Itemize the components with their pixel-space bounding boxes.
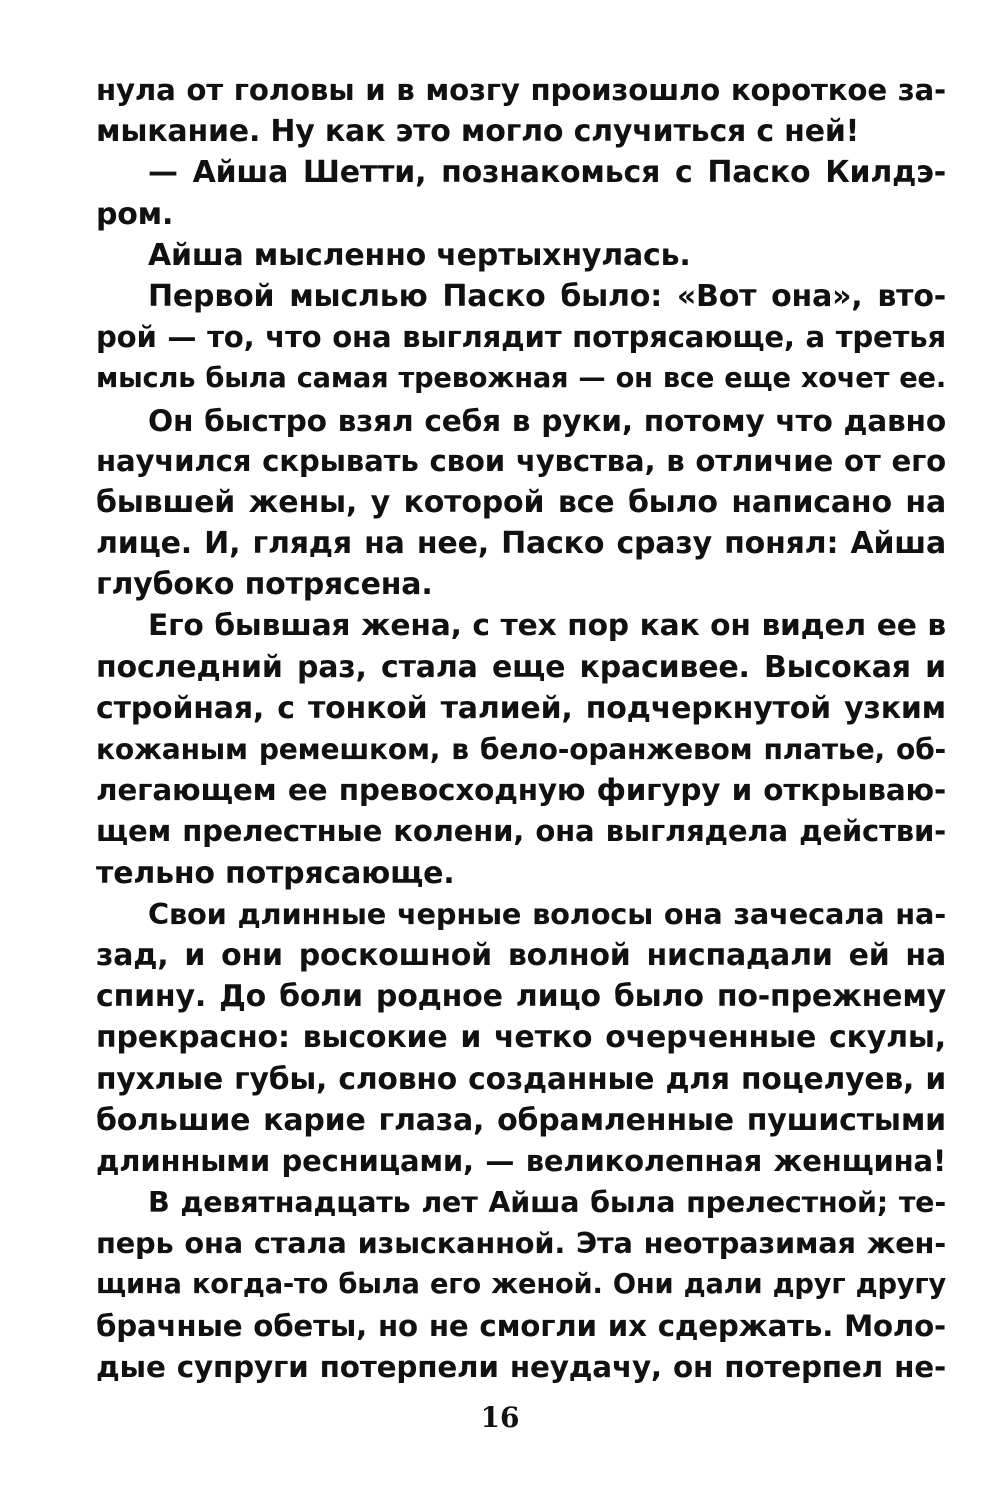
- text-line: ром.: [96, 196, 174, 232]
- text-line: прекрасно: высокие и четко очерченные скулы,: [96, 1020, 946, 1056]
- text-line: большие карие глаза, обрамленные пушистыми: [96, 1102, 946, 1138]
- text-line: брачные обеты, но не смогли их сдержать. Моло-: [96, 1308, 946, 1343]
- text-line: глубоко потрясена.: [96, 567, 433, 603]
- text-line: последний раз, стала еще красивее. Высокая и: [96, 649, 946, 685]
- text-line: зад, и они роскошной волной ниспадали ей на: [96, 937, 946, 973]
- text-line: длинными ресницами, — великолепная женщина!: [96, 1143, 946, 1178]
- text-line: мыкание. Ну как это могло случиться с ней!: [96, 114, 860, 150]
- text-line: лице. И, глядя на нее, Паско сразу понял: Айша: [96, 526, 946, 562]
- text-line: дые супруги потерпели неудачу, он потерпел не-: [96, 1349, 946, 1384]
- body-text: [96, 70, 946, 1388]
- text-line: кожаным ремешком, в бело-оранжевом платье, об-: [96, 733, 946, 766]
- text-line: легающем ее превосходную фигуру и открываю-: [96, 773, 946, 808]
- text-line: тельно потрясающе.: [96, 855, 455, 891]
- text-line: бывшей жены, у которой все было написано на: [96, 484, 946, 520]
- text-line: щина когда-то была его женой. Они дали друг другу: [96, 1269, 946, 1301]
- text-line: щем прелестные колени, она выглядела действи-: [96, 814, 946, 849]
- text-line: научился скрывать свои чувства, в отличие от его: [96, 443, 946, 478]
- text-line: Его бывшая жена, с тех пор как он видел ее в: [148, 608, 946, 644]
- text-line: В девятнадцать лет Айша была прелестной; те-: [148, 1185, 946, 1220]
- text-line: спину. До боли родное лицо было по-прежнему: [96, 979, 946, 1015]
- text-line: пухлые губы, словно созданные для поцелуев, и: [96, 1061, 946, 1097]
- page-number: 16: [480, 1401, 520, 1434]
- text-line: стройная, с тонкой талией, подчеркнутой узким: [96, 690, 946, 726]
- text-line: мысль была самая тревожная — он все еще хочет ее.: [96, 363, 946, 395]
- text-line: Айша мысленно чертыхнулась.: [148, 237, 691, 273]
- text-line: Свои длинные черные волосы она зачесала на-: [148, 896, 946, 931]
- text-line: — Айша Шетти, познакомься с Паско Килдэ-: [148, 155, 946, 191]
- text-line: перь она стала изысканной. Эта неотразимая жен-: [96, 1226, 946, 1261]
- text-line: нула от головы и в мозгу произошло короткое за-: [96, 73, 946, 107]
- text-line: Первой мыслью Паско было: «Вот она», вто-: [148, 278, 946, 314]
- text-line: Он быстро взял себя в руки, потому что давно: [148, 402, 946, 438]
- text-line: рой — то, что она выглядит потрясающе, а третья: [96, 320, 946, 355]
